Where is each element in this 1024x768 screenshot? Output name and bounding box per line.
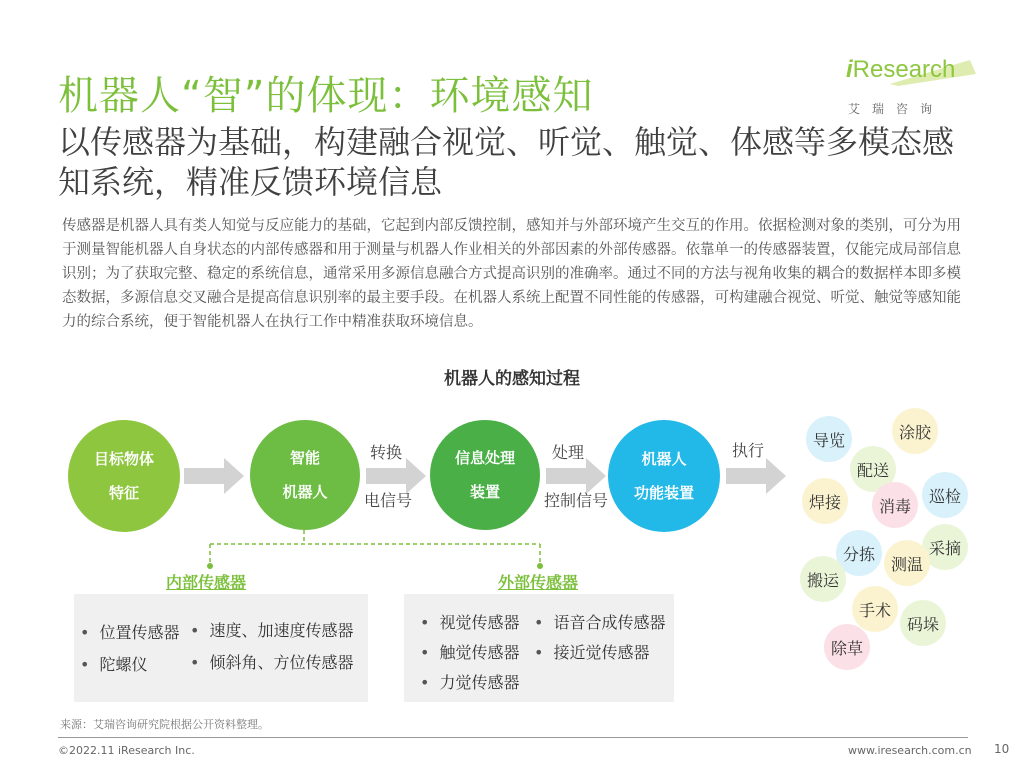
logo-wordmark: iResearch (846, 56, 956, 83)
application-bubble: 涂胶 (892, 408, 938, 454)
list-item: • 速度、加速度传感器 (190, 618, 353, 641)
list-item: • 倾斜角、方位传感器 (190, 650, 353, 673)
step-label-control-signal: 控制信号 (544, 491, 609, 510)
step-label-signal: 电信号 (364, 491, 413, 510)
application-bubble: 导览 (806, 416, 852, 462)
website-link[interactable]: www.iresearch.com.cn (848, 744, 972, 757)
list-item: • 力觉传感器 (420, 670, 519, 693)
list-item: • 语音合成传感器 (534, 610, 665, 633)
application-bubble: 除草 (824, 624, 870, 670)
node-smart-robot: 智能 机器人 (250, 420, 360, 530)
internal-sensors-title: 内部传感器 (166, 573, 247, 592)
application-bubble: 搬运 (800, 556, 846, 602)
arrow-right-icon (184, 456, 244, 496)
step-label-convert: 转换 (370, 443, 403, 462)
application-bubble: 焊接 (802, 478, 848, 524)
application-bubble: 采摘 (922, 524, 968, 570)
list-item: • 视觉传感器 (420, 610, 519, 633)
source-note: 来源：艾瑞咨询研究院根据公开资料整理。 (60, 718, 269, 731)
external-sensors-box (404, 594, 674, 702)
node-target-features: 目标物体 特征 (68, 420, 180, 532)
page-subtitle: 以传感器为基础，构建融合视觉、听觉、触觉、体感等多模态感知系统，精准反馈环境信息 (58, 123, 955, 201)
node-robot-function: 机器人 功能装置 (608, 420, 720, 532)
application-bubble: 配送 (850, 446, 896, 492)
node-info-processing: 信息处理 装置 (430, 420, 540, 530)
page-title: 机器人“智”的体现：环境感知 (58, 73, 594, 119)
application-bubble: 测温 (884, 540, 930, 586)
sensor-connector (200, 530, 560, 570)
copyright: ©2022.11 iResearch Inc. (58, 744, 195, 757)
application-bubble: 巡检 (922, 472, 968, 518)
list-item: • 触觉传感器 (420, 640, 519, 663)
application-bubble: 消毒 (872, 482, 918, 528)
step-label-process: 处理 (552, 443, 585, 462)
application-bubble: 码垛 (900, 600, 946, 646)
list-item: • 接近觉传感器 (534, 640, 649, 663)
list-item: • 位置传感器 (80, 620, 179, 643)
arrow-right-icon (726, 456, 786, 496)
intro-paragraph: 传感器是机器人具有类人知觉与反应能力的基础，它起到内部反馈控制，感知并与外部环境产生交互的作用。依据检测对象的类别，可分为用于测量智能机器人自身状态的内部传感器和用于测量与机器人作业相关的外部因素的外部传感器。依靠单一的传感器装置，仅能完成局部信息识别；为了获取完整、稳定的系统信息，通常采用多源信息融合方式提高识别的准确率。通过不同的方法与视角收集的耦合的数据样本即多模态数据，多源信息交叉融合是提高信息识别率的最主要手段。在机器人系统上配置不同性能的传感器，可构建融合视觉、听觉、触觉等感知能力的综合系统，便于智能机器人在执行工作中精准获取环境信息。 (62, 218, 961, 330)
footer-divider (58, 737, 968, 738)
iresearch-logo (846, 56, 976, 116)
internal-sensors-box (74, 594, 368, 702)
step-label-execute: 执行 (732, 441, 765, 460)
external-sensors-title: 外部传感器 (498, 573, 579, 592)
list-item: • 陀螺仪 (80, 652, 147, 675)
application-bubble: 手术 (852, 586, 898, 632)
diagram-title: 机器人的感知过程 (444, 369, 580, 389)
page-number: 10 (994, 742, 1010, 756)
application-bubble: 分拣 (836, 530, 882, 576)
logo-chinese-name: 艾瑞咨询 (848, 102, 945, 116)
